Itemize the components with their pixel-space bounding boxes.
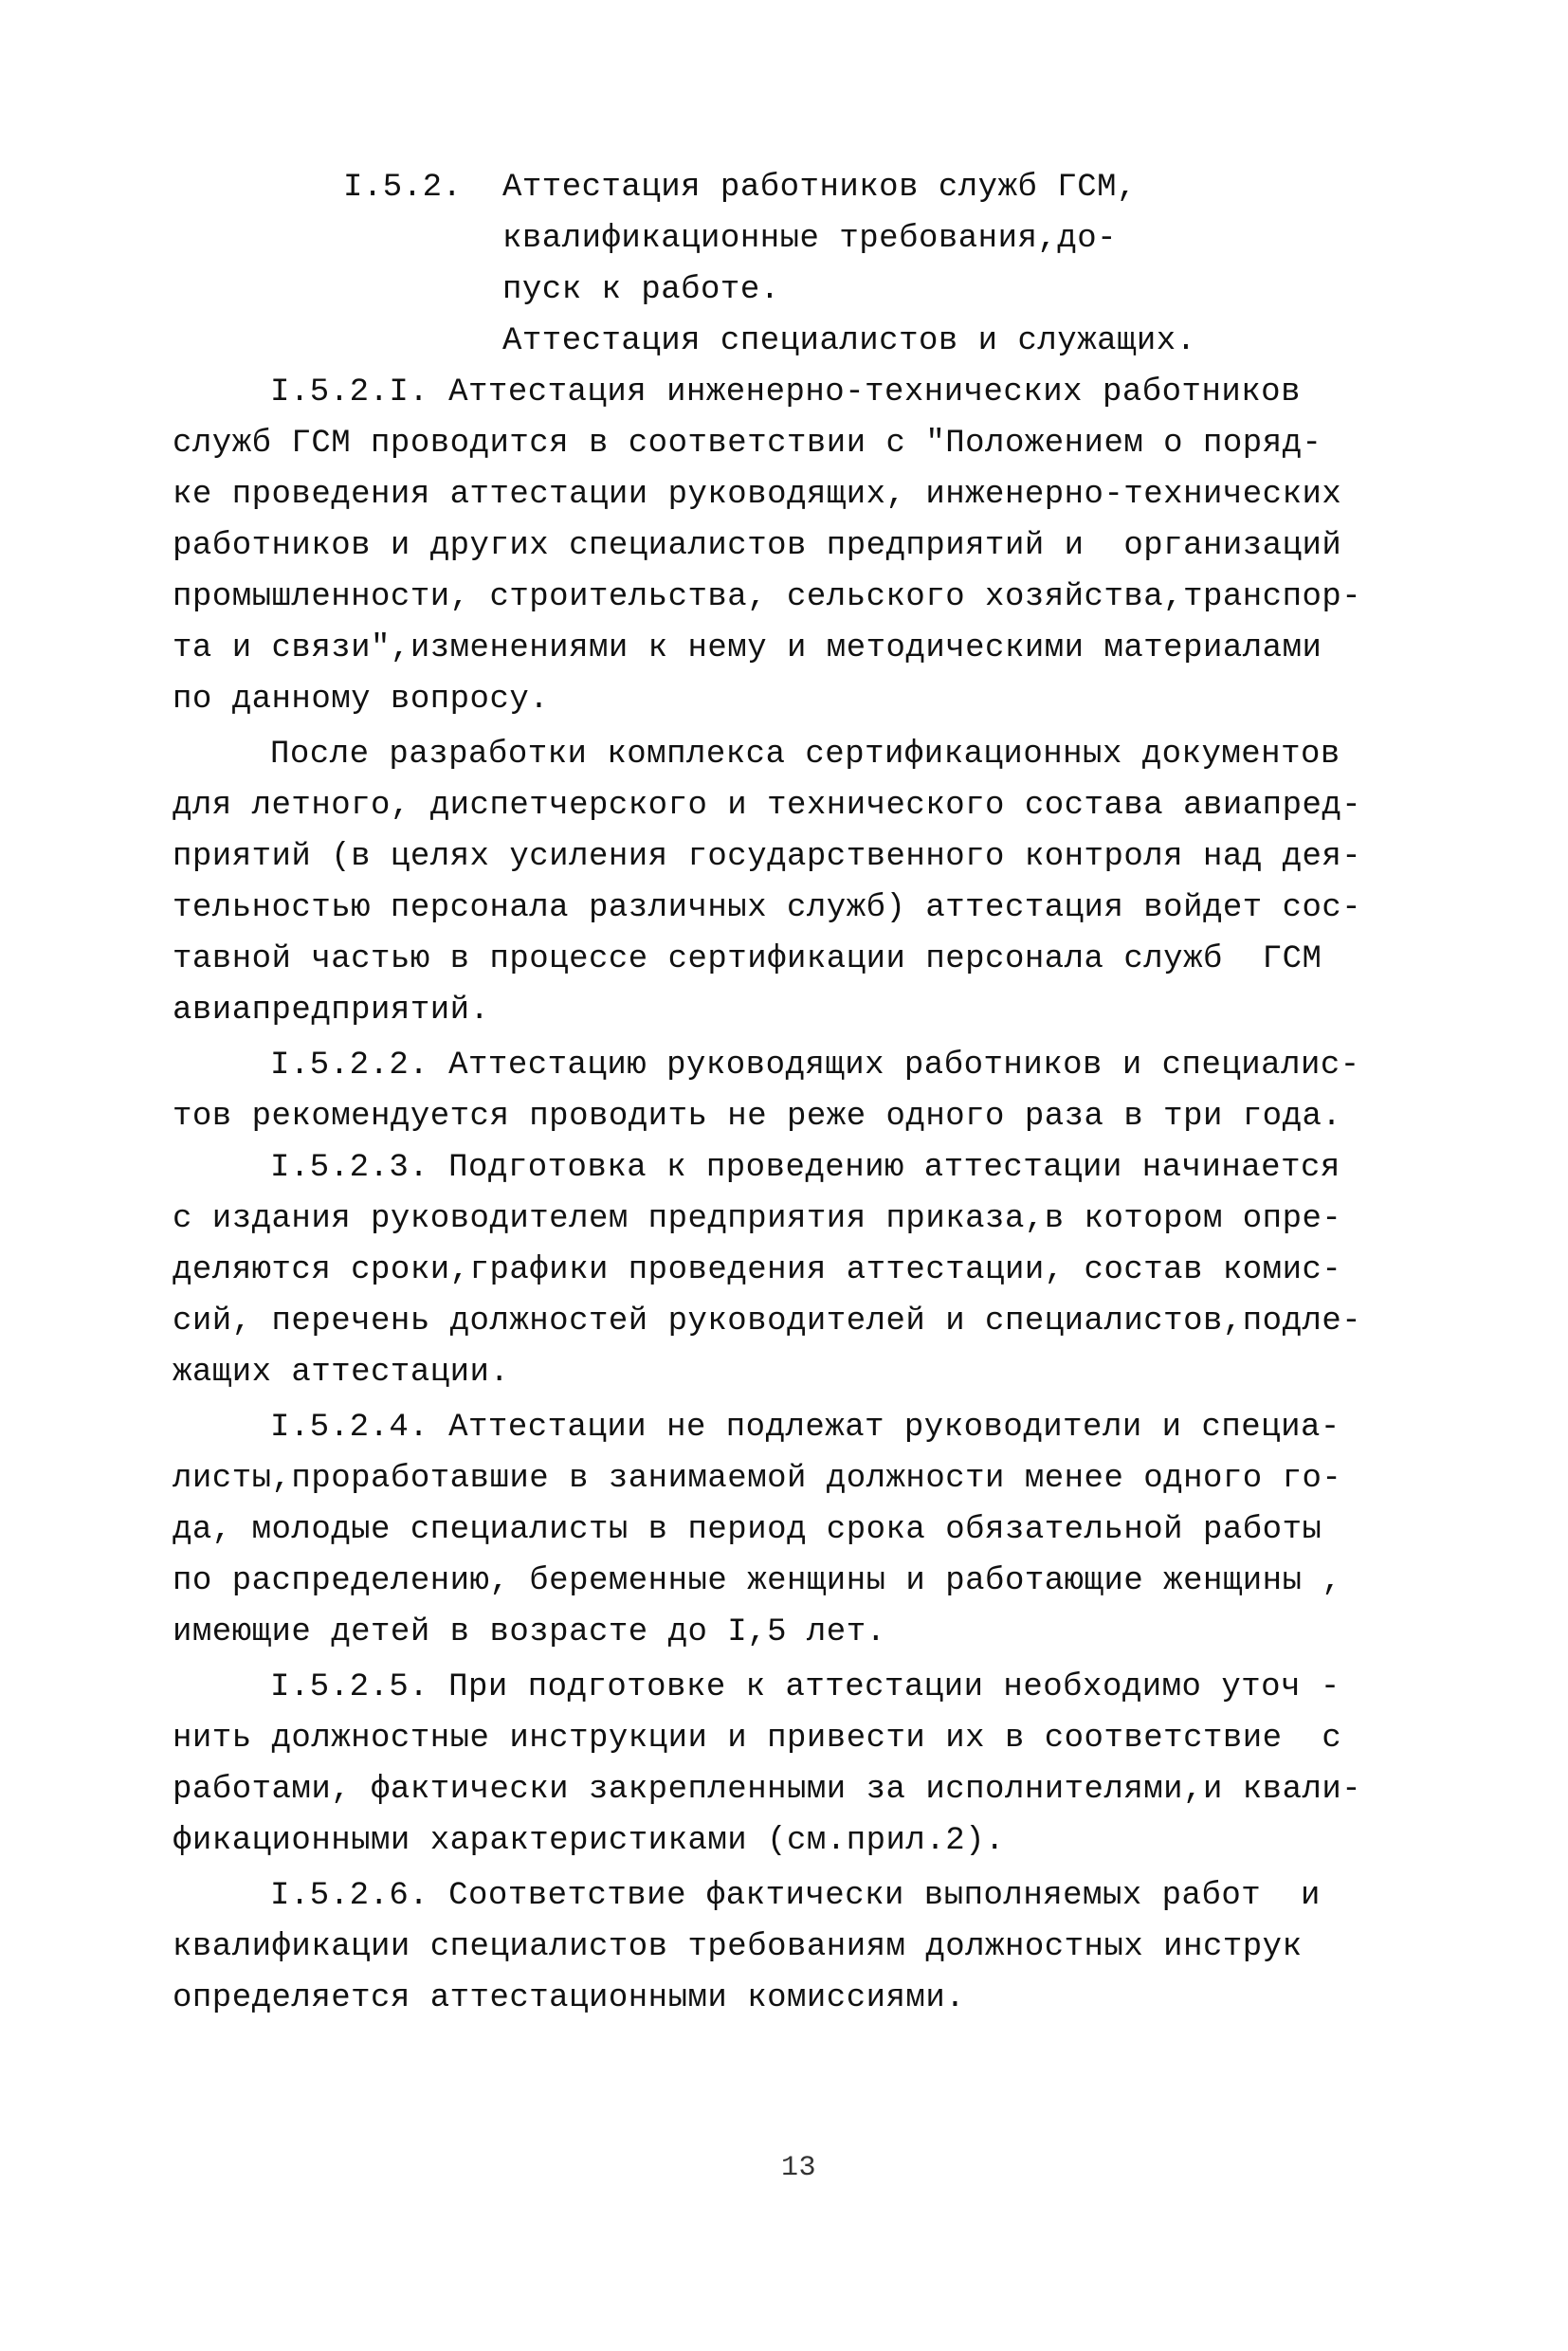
paragraph-line: деляются сроки,графики проведения аттестации, состав комис- bbox=[173, 1252, 1342, 1288]
page-number: 13 bbox=[781, 2152, 817, 2184]
paragraph-line: тельностью персонала различных служб) аттестация войдет сос- bbox=[173, 890, 1362, 926]
paragraph-line: работами, фактически закрепленными за исполнителями,и квали- bbox=[173, 1772, 1362, 1808]
section-title-line: Аттестация работников служб ГСМ, bbox=[502, 170, 1137, 206]
paragraph-line: работников и других специалистов предприятий и организаций bbox=[173, 528, 1342, 564]
paragraph-line: После разработки комплекса сертификационных документов bbox=[270, 737, 1340, 773]
paragraph-line: фикационными характеристиками (см.прил.2). bbox=[173, 1823, 1005, 1859]
paragraph-line: промышленности, строительства, сельского хозяйства,транспор- bbox=[173, 579, 1362, 615]
paragraph-line: служб ГСМ проводится в соответствии с "Положением о поряд- bbox=[173, 426, 1322, 462]
paragraph-line: приятий (в целях усиления государственного контроля над дея- bbox=[173, 839, 1362, 875]
paragraph-line: с издания руководителем предприятия приказа,в котором опре- bbox=[173, 1201, 1342, 1237]
paragraph-line: имеющие детей в возрасте до I,5 лет. bbox=[173, 1614, 886, 1650]
paragraph-line: нить должностные инструкции и привести их в соответствие с bbox=[173, 1721, 1342, 1757]
paragraph-line: I.5.2.3. Подготовка к проведению аттестации начинается bbox=[270, 1150, 1340, 1186]
paragraph-line: квалификации специалистов требованиям должностных инструк bbox=[173, 1929, 1303, 1965]
paragraph-line: для летного, диспетчерского и технического состава авиапред- bbox=[173, 788, 1362, 824]
paragraph-line: ке проведения аттестации руководящих, инженерно-технических bbox=[173, 477, 1342, 513]
paragraph-line: по данному вопросу. bbox=[173, 682, 550, 718]
section-title-line: пуск к работе. bbox=[502, 272, 780, 308]
paragraph-line: сий, перечень должностей руководителей и специалистов,подле- bbox=[173, 1303, 1362, 1340]
paragraph-line: I.5.2.I. Аттестация инженерно-технических работников bbox=[270, 374, 1301, 410]
paragraph-line: тавной частью в процессе сертификации персонала служб ГСМ bbox=[173, 941, 1322, 977]
paragraph-line: да, молодые специалисты в период срока обязательной работы bbox=[173, 1512, 1322, 1548]
paragraph-line: тов рекомендуется проводить не реже одного раза в три года. bbox=[173, 1099, 1342, 1135]
paragraph-line: определяется аттестационными комиссиями. bbox=[173, 1980, 966, 2016]
section-number: I.5.2. bbox=[343, 170, 463, 206]
section-title-line: квалификационные требования,до- bbox=[502, 221, 1118, 257]
paragraph-line: I.5.2.2. Аттестацию руководящих работников и специалис- bbox=[270, 1048, 1360, 1084]
paragraph-line: I.5.2.4. Аттестации не подлежат руководители и специа- bbox=[270, 1410, 1340, 1446]
paragraph-line: I.5.2.6. Соответствие фактически выполняемых работ и bbox=[270, 1878, 1321, 1914]
paragraph-line: жащих аттестации. bbox=[173, 1355, 510, 1391]
paragraph-line: по распределению, беременные женщины и работающие женщины , bbox=[173, 1563, 1342, 1599]
paragraph-line: листы,проработавшие в занимаемой должности менее одного го- bbox=[173, 1461, 1342, 1497]
paragraph-line: та и связи",изменениями к нему и методическими материалами bbox=[173, 630, 1322, 666]
paragraph-line: авиапредприятий. bbox=[173, 993, 490, 1029]
section-subtitle: Аттестация специалистов и служащих. bbox=[502, 323, 1196, 359]
paragraph-line: I.5.2.5. При подготовке к аттестации необходимо уточ - bbox=[270, 1669, 1340, 1705]
